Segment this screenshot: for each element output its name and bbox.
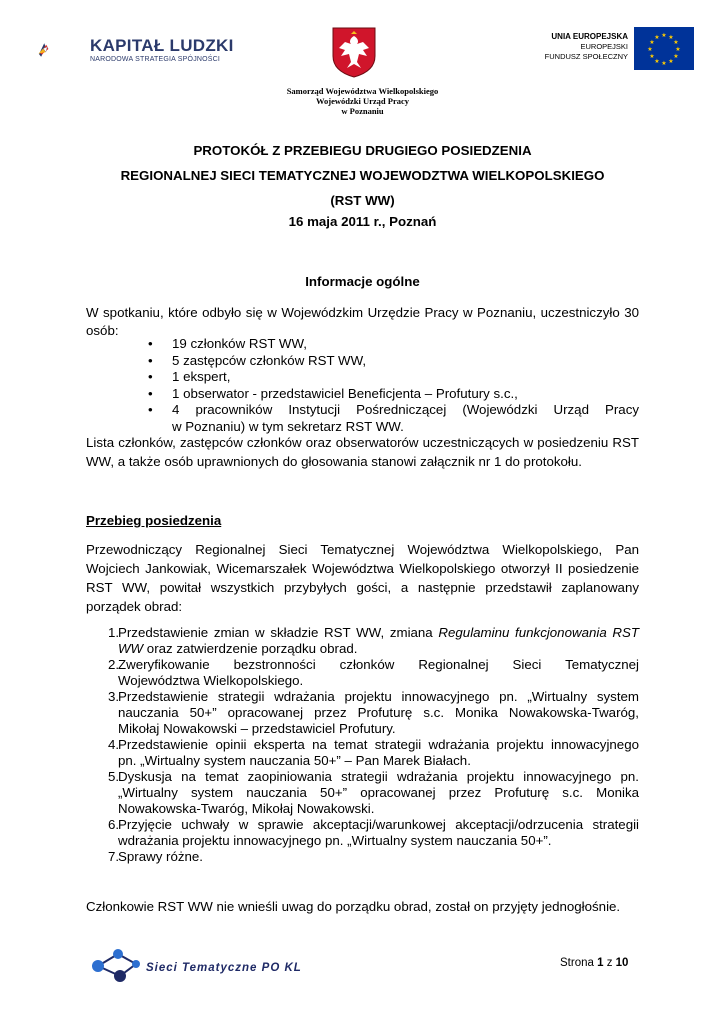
- general-intro: W spotkaniu, które odbyło się w Wojewódzkim Urzędzie Pracy w Poznaniu, uczestniczyło 30 osób:: [86, 305, 639, 338]
- kapital-ludzki-title: KAPITAŁ LUDZKI: [90, 36, 234, 55]
- agenda-item: 5. Dyskusja na temat zaopiniowania strategii wdrażania projektu innowacyjnego pn. „Wirtualny system nauczania 50+” opracowanej przez Profuturę s.c. Monika Nowakowska-Twaróg, Mikołaj Nowakowski.: [108, 769, 639, 816]
- svg-text:★: ★: [647, 46, 653, 53]
- meeting-heading: Przebieg posiedzenia: [86, 513, 222, 528]
- kapital-ludzki-subtitle: NARODOWA STRATEGIA SPÓJNOŚCI: [90, 56, 221, 63]
- kapital-ludzki-logo: [38, 20, 90, 80]
- eu-label-line3: FUNDUSZ SPOŁECZNY: [544, 52, 628, 61]
- svg-text:★: ★: [649, 53, 655, 60]
- list-item: • 1 obserwator - przedstawiciel Beneficjenta – Profutury s.c.,: [148, 385, 518, 401]
- office-line1: Samorząd Województwa Wielkopolskiego: [286, 86, 439, 96]
- title-line3: (RST WW): [330, 193, 395, 208]
- office-header: [0, 86, 725, 116]
- agenda-item: 4. Przedstawienie opinii eksperta na temat strategii wdrażania projektu innowacyjnego pn. „Wirtualny system nauczania 50+” – Pan Marek Białach.: [108, 737, 639, 768]
- svg-text:★: ★: [649, 39, 655, 46]
- page-number: [560, 957, 628, 969]
- svg-text:★: ★: [668, 58, 674, 65]
- agenda-item: 6. Przyjęcie uchwały w sprawie akceptacji/warunkowej akceptacji/odrzucenia strategii wdrażania projektu innowacyjnego pn. „Wirtualny system nauczania 50+”.: [108, 817, 639, 848]
- svg-text:★: ★: [654, 58, 660, 65]
- list-item: • 5 zastępców członków RST WW,: [148, 352, 367, 368]
- eu-label-line1: UNIA EUROPEJSKA: [551, 32, 628, 41]
- page-label: Strona: [560, 957, 594, 969]
- agenda-item: 3. Przedstawienie strategii wdrażania projektu innowacyjnego pn. „Wirtualny system nauczania 50+” opracowanej przez Profuturę s.c. Monika Nowakowska-Twaróg, Mikołaj Nowakowski – przedstawiciel Profutury.: [108, 689, 639, 736]
- svg-text:★: ★: [673, 53, 679, 60]
- list-item: • 19 członków RST WW,: [148, 336, 307, 351]
- general-heading: Informacje ogólne: [305, 274, 420, 289]
- svg-text:★: ★: [673, 39, 679, 46]
- eu-label: [520, 32, 628, 62]
- agenda-item: 2. Zweryfikowanie bezstronności członków Regionalnej Sieci Tematycznej Województwa Wielkopolskiego.: [108, 657, 639, 688]
- svg-text:★: ★: [675, 46, 681, 53]
- list-item: • 1 ekspert,: [148, 369, 231, 384]
- sieci-tematyczne-logo: [88, 946, 144, 984]
- eu-label-line2: EUROPEJSKI: [580, 42, 628, 51]
- svg-text:★: ★: [654, 34, 660, 41]
- page-current: 1: [597, 957, 604, 969]
- list-item: • 4 pracowników Instytucji Pośredniczącej (Wojewódzki Urząd Pracy w Poznaniu) w tym sekretarz RST WW.: [148, 402, 639, 434]
- page-total: 10: [615, 957, 629, 969]
- svg-text:★: ★: [661, 60, 667, 67]
- office-line2: Wojewódzki Urząd Pracy: [315, 96, 409, 106]
- svg-text:★: ★: [661, 32, 667, 39]
- meeting-date: 16 maja 2011 r., Poznań: [288, 214, 437, 229]
- eu-flag-icon: [634, 27, 694, 70]
- agenda-item: 1. Przedstawienie zmian w składzie RST WW, zmiana Regulaminu funkcjonowania RST WW oraz zatwierdzenie porządku obrad.: [108, 625, 640, 656]
- office-line3: w Poznaniu: [341, 106, 384, 116]
- agenda-list: [86, 625, 639, 865]
- meeting-closing: Członkowie RST WW nie wnieśli uwag do porządku obrad, został on przyjęty jednogłośnie.: [86, 899, 621, 914]
- participants-list: [86, 336, 639, 435]
- svg-text:★: ★: [668, 34, 674, 41]
- footer-logo-text: Sieci Tematyczne PO KL: [146, 962, 302, 974]
- title-line1: PROTOKÓŁ Z PRZEBIEGU DRUGIEGO POSIEDZENIA: [193, 143, 532, 158]
- meeting-intro: Przewodniczący Regionalnej Sieci Tematycznej Województwa Wielkopolskiego, Pan Wojciech Jankowiak, Wicemarszałek Województwa Wielkopolskiego otworzył II posiedzenie RST WW, powitał wszystkich przybyłych gości, a następnie przedstawił zaplanowany porządek obrad:: [86, 542, 639, 614]
- general-closing: Lista członków, zastępców członków oraz obserwatorów uczestniczących w posiedzeniu RST WW, a także osób uprawnionych do głosowania stanowi załącznik nr 1 do protokołu.: [86, 435, 639, 469]
- title-line2: REGIONALNEJ SIECI TEMATYCZNEJ WOJEWODZTWA WIELKOPOLSKIEGO: [120, 168, 605, 183]
- agenda-item: 7. Sprawy różne.: [108, 849, 203, 864]
- wielkopolska-coat-of-arms: [331, 26, 377, 78]
- page-of: z: [606, 957, 613, 969]
